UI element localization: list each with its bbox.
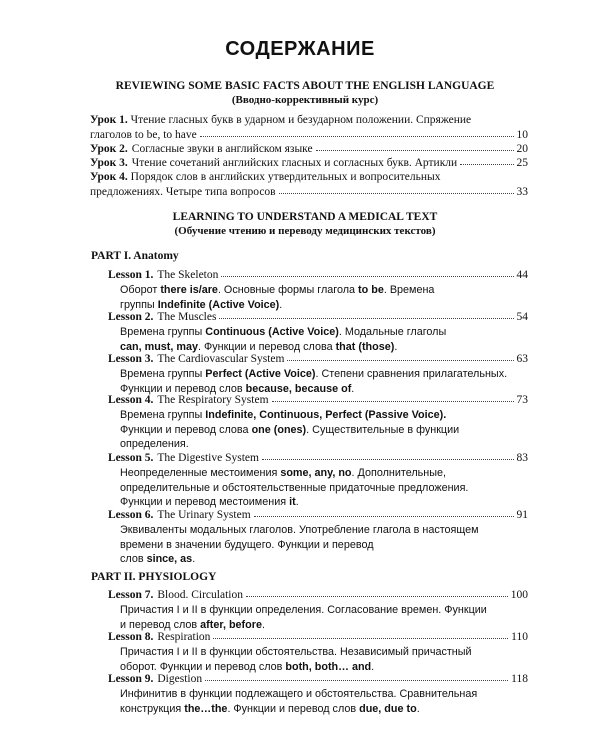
toc-entry-lesson-6[interactable] (108, 508, 528, 522)
lesson-8-description: Причастия I и II в функции обстоятельства. Независимый причастный оборот. Функции и перевод слов both, both… and. (120, 646, 472, 673)
toc-entry-lesson-2[interactable] (108, 310, 528, 324)
toc-entry-label: Lesson 5. (108, 452, 154, 464)
page-number: 83 (516, 452, 528, 464)
page-number: 44 (516, 269, 528, 281)
dot-leader (272, 400, 514, 402)
toc-entry-lesson-8[interactable] (108, 630, 528, 644)
page-number: 110 (511, 631, 528, 643)
dot-leader (221, 275, 513, 277)
page-number: 118 (511, 673, 528, 685)
toc-entry-title: Согласные звуки в английском языке (131, 143, 313, 155)
toc-entry-label: Lesson 7. (108, 589, 154, 601)
toc-entry-title: Чтение сочетаний английских гласных и согласных букв. Артикли (131, 157, 458, 169)
dot-leader (213, 637, 508, 639)
toc-entry-title: The Cardiovascular System (157, 353, 285, 365)
toc-entry-lesson-1[interactable] (108, 268, 528, 282)
toc-entry-urok-4-line1: Урок 4. Порядок слов в английских утвердительных и вопросительных (90, 171, 441, 183)
lesson-6-description: Эквиваленты модальных глаголов. Употребление глагола в настоящем времени в значении будущего. Функции и перевод слов since, as. (120, 524, 479, 565)
toc-entry-title: Respiration (157, 631, 211, 643)
section1-subheading: (Вводно-коррективный курс) (231, 94, 379, 106)
dot-leader (254, 515, 514, 517)
section2-heading: LEARNING TO UNDERSTAND A MEDICAL TEXT (172, 211, 438, 223)
toc-entry-title: The Muscles (157, 311, 217, 323)
page-number: 25 (516, 157, 528, 169)
toc-entry-label: Lesson 1. (108, 269, 154, 281)
toc-entry-lesson-9[interactable] (108, 672, 528, 686)
toc-entry-title: Blood. Circulation (157, 589, 243, 601)
toc-entry-title: The Respiratory System (157, 394, 269, 406)
page-number: 20 (516, 143, 528, 155)
part1-heading: PART I. Anatomy (91, 250, 179, 262)
page-number: 73 (516, 394, 528, 406)
toc-entry-lesson-5[interactable] (108, 451, 528, 465)
dot-leader (279, 192, 514, 194)
page-number: 63 (516, 353, 528, 365)
toc-entry-lesson-4[interactable] (108, 393, 528, 407)
page-title: СОДЕРЖАНИЕ (225, 38, 375, 60)
toc-entry-title: The Urinary System (157, 509, 251, 521)
dot-leader (262, 458, 514, 460)
toc-entry-label: Lesson 8. (108, 631, 154, 643)
toc-entry-urok-3[interactable] (90, 156, 528, 170)
toc-entry-label: Lesson 3. (108, 353, 154, 365)
toc-entry-urok-4[interactable] (90, 185, 528, 199)
dot-leader (287, 359, 513, 361)
section1-heading: REVIEWING SOME BASIC FACTS ABOUT THE ENGLISH LANGUAGE (115, 80, 495, 92)
toc-entry-label: Lesson 4. (108, 394, 154, 406)
section2-subheading: (Обучение чтению и переводу медицинских текстов) (174, 225, 436, 237)
page-number: 33 (516, 186, 528, 198)
lesson-1-description: Оборот there is/are. Основные формы глагола to be. Времена группы Indefinite (Active Voice). (120, 284, 435, 311)
page-number: 100 (510, 589, 528, 601)
page-number: 91 (516, 509, 528, 521)
dot-leader (246, 595, 508, 597)
page-number: 10 (516, 129, 528, 141)
lesson-2-description: Времена группы Continuous (Active Voice). Модальные глаголы can, must, may. Функции и перевод слова that (those). (120, 326, 447, 353)
toc-entry-label: Урок 2. (90, 143, 128, 155)
dot-leader (219, 317, 513, 319)
toc-entry-urok-1[interactable] (90, 128, 528, 142)
lesson-7-description: Причастия I и II в функции определения. Согласование времен. Функции и перевод слов after, before. (120, 604, 487, 631)
dot-leader (316, 149, 514, 151)
lesson-5-description: Неопределенные местоимения some, any, no. Дополнительные, определительные и обстоятельственные придаточные предложения. Функции и перевод местоимения it. (120, 467, 469, 508)
toc-entry-label: Lesson 6. (108, 509, 154, 521)
dot-leader (460, 163, 513, 165)
toc-entry-title: The Skeleton (157, 269, 219, 281)
part2-heading: PART II. PHYSIOLOGY (91, 571, 217, 583)
page-number: 54 (516, 311, 528, 323)
toc-entry-title: предложениях. Четыре типа вопросов (90, 186, 276, 198)
lesson-3-description: Времена группы Perfect (Active Voice). Степени сравнения прилагательных. Функции и перевод слов because, because of. (120, 368, 508, 395)
toc-entry-label: Lesson 2. (108, 311, 154, 323)
lesson-4-description: Времена группы Indefinite, Continuous, Perfect (Passive Voice). Функции и перевод слова one (ones). Существительные в функции определения. (120, 409, 460, 450)
toc-entry-lesson-3[interactable] (108, 352, 528, 366)
dot-leader (205, 679, 508, 681)
toc-entry-label: Lesson 9. (108, 673, 154, 685)
toc-entry-urok-1-line1: Урок 1. Чтение гласных букв в ударном и безударном положении. Спряжение (90, 114, 472, 126)
toc-entry-title: The Digestive System (157, 452, 259, 464)
dot-leader (200, 135, 514, 137)
toc-entry-lesson-7[interactable] (108, 588, 528, 602)
toc-entry-urok-2[interactable] (90, 142, 528, 156)
lesson-9-description: Инфинитив в функции подлежащего и обстоятельства. Сравнительная конструкция the…the. Функции и перевод слов due, due to. (120, 688, 478, 715)
toc-entry-title: глаголов to be, to have (90, 129, 197, 141)
toc-entry-title: Digestion (157, 673, 203, 685)
toc-entry-label: Урок 3. (90, 157, 128, 169)
